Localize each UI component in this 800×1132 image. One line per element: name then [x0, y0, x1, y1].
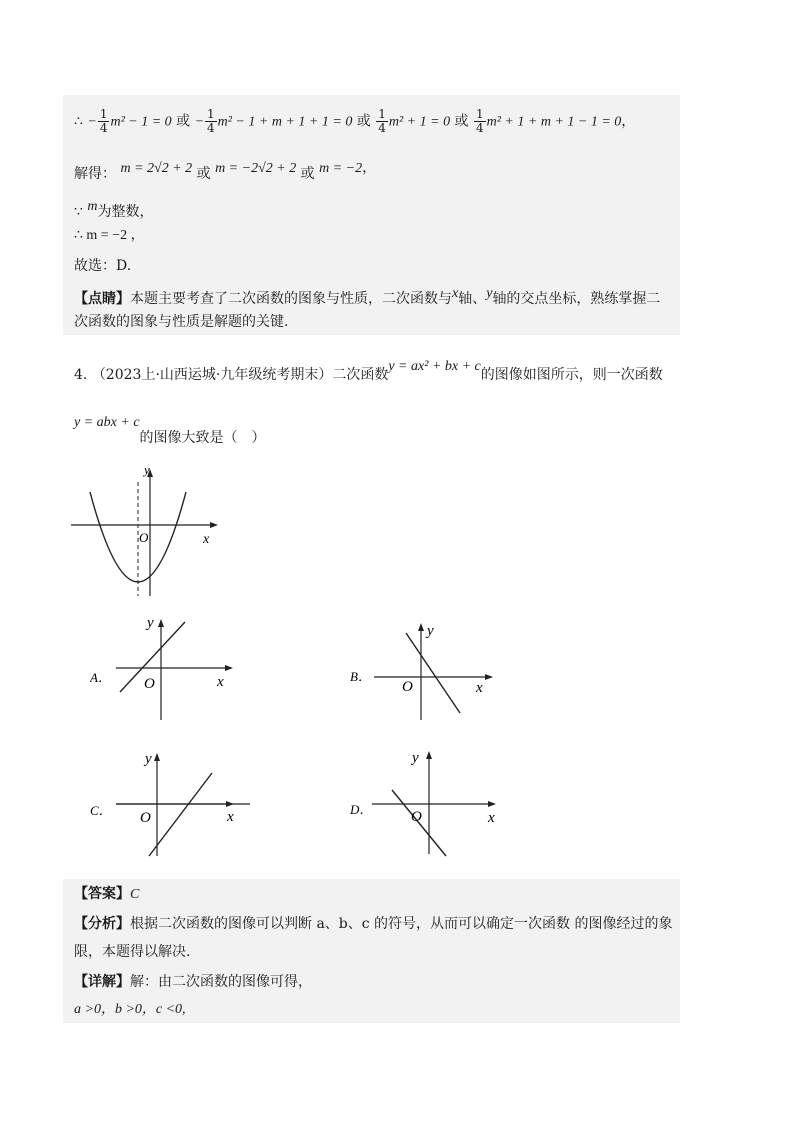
because-line: ∵ m为整数，: [74, 199, 154, 220]
svg-text:x: x: [476, 680, 483, 696]
option-letter: A．: [90, 670, 111, 685]
svg-text:B．: B．: [350, 669, 371, 684]
origin-label: O: [139, 530, 149, 545]
svg-text:O: O: [402, 679, 413, 695]
svg-text:O: O: [144, 676, 155, 692]
therefore-line: ∴ m = −2 ，: [74, 228, 145, 243]
svg-text:D．: D．: [350, 802, 373, 817]
comment-line-2: 次函数的图象与性质是解题的关键.: [74, 314, 289, 330]
svg-text:O: O: [411, 809, 422, 825]
y-label: y: [144, 464, 150, 477]
question-stem-2: y = abx + c的图像大致是（ ）: [74, 415, 266, 446]
solve-line: 解得： m = 2√2 + 2 或 m = −2√2 + 2 或 m = −2，: [74, 160, 377, 182]
detail-line-2: a >0，b >0，c <0,: [74, 1002, 186, 1017]
option-b-graph: [350, 618, 500, 722]
svg-text:y: y: [412, 750, 419, 766]
svg-text:O: O: [140, 810, 151, 826]
svg-text:x: x: [227, 809, 234, 825]
answer-line: 【答案】C: [74, 886, 140, 902]
svg-text:x: x: [488, 810, 495, 826]
detail-line-1: 【详解】解：由二次函数的图像可得，: [74, 974, 312, 990]
parabola-figure: [68, 464, 228, 604]
comment-line-1: 【点睛】本题主要考查了二次函数的图象与性质，二次函数与x轴、y轴的交点坐标，熟练掌握二: [74, 286, 661, 307]
option-a-graph: [90, 612, 240, 724]
option-d-graph: [350, 748, 505, 858]
analysis-line-1: 【分析】根据二次函数的图像可以判断 a、b、c 的符号，从而可以确定一次函数 的图像经过的象: [74, 916, 673, 932]
question-stem: 4. （2023上·山西运城·九年级统考期末）二次函数y = ax² + bx + c的图像如图所示，则一次函数: [74, 359, 663, 383]
choose-line: 故选：D.: [74, 258, 132, 274]
svg-text:y: y: [145, 751, 152, 767]
svg-text:x: x: [217, 674, 224, 690]
analysis-line-2: 限，本题得以解决.: [74, 944, 191, 960]
equation-line: ∴ − $\frac{1}{4}$ m² − 1 = 0 或 − $\frac{1}{4}$ m² − 1 + m + 1 + 1 = 0 或 $\frac{1}{4}$ m² + 1 = 0 或 $\frac{1}{4}$ m² + 1 + m + 1 − 1 = 0，: [74, 107, 636, 135]
fraction: $\frac{1}{4}$: [99, 107, 108, 135]
svg-text:y: y: [427, 623, 434, 639]
x-label: x: [203, 532, 210, 547]
option-c-graph: [90, 744, 250, 860]
svg-text:y: y: [147, 615, 154, 631]
svg-text:C．: C．: [90, 803, 112, 818]
